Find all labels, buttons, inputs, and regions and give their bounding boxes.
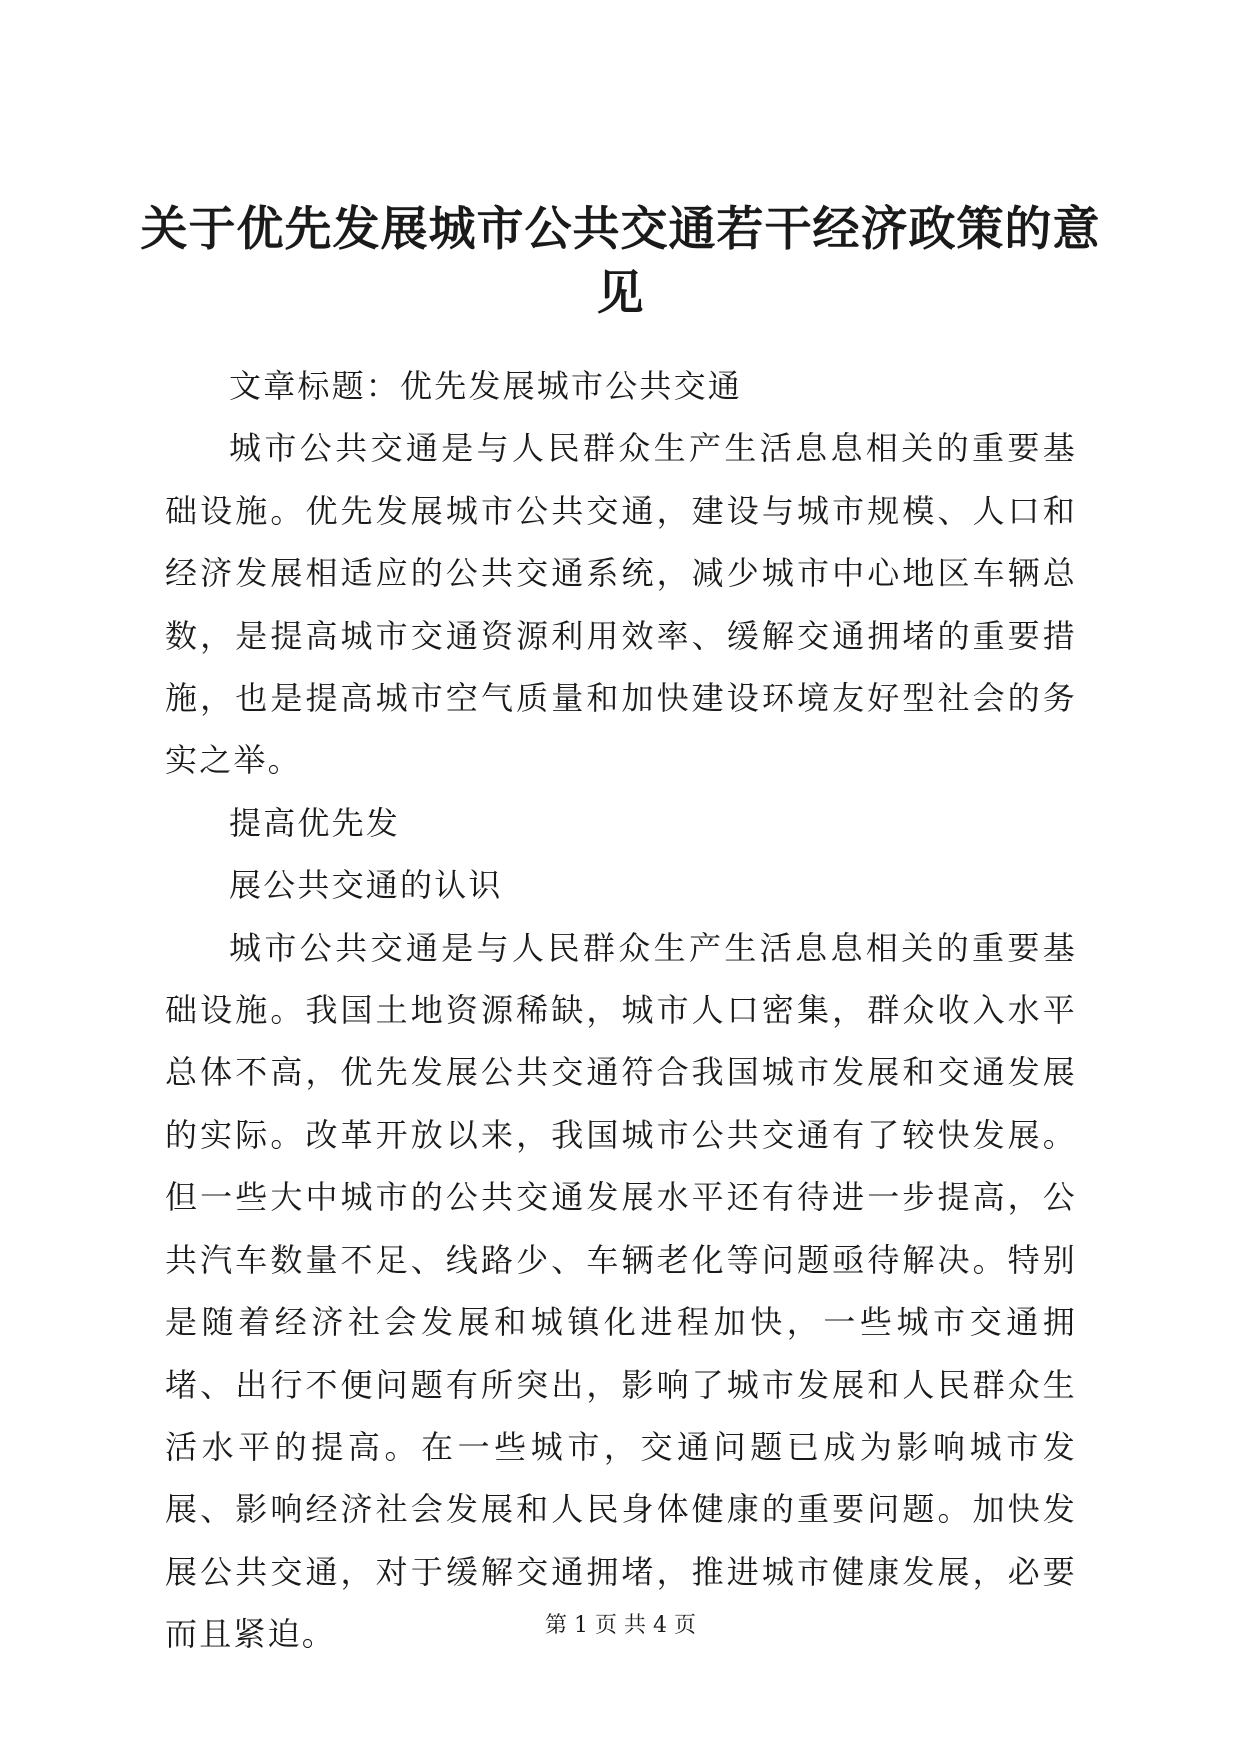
section-heading-line: 展公共交通的认识 (229, 866, 503, 905)
section-heading-line: 提高优先发 (229, 803, 401, 842)
body-paragraph: 城市公共交通是与人民群众生产生活息息相关的重要基础设施。优先发展城市公共交通，建设与城市规模、人口和经济发展相适应的公共交通系统，减少城市中心地区车辆总数，是提高城市交通资源利用效率、缓解交通拥堵的重要措施，也是提高城市空气质量和加快建设环境友好型社会的务实之举。 (165, 429, 1077, 780)
body-paragraph: 城市公共交通是与人民群众生产生活息息相关的重要基础设施。我国土地资源稀缺，城市人口密集，群众收入水平总体不高，优先发展公共交通符合我国城市发展和交通发展的实际。改革开放以来，我国城市公共交通有了较快发展。但一些大中城市的公共交通发展水平还有待进一步提高，公共汽车数量不足、线路少、车辆老化等问题亟待解决。特别是随着经济社会发展和城镇化进程加快，一些城市交通拥堵、出行不便问题有所突出，影响了城市发展和人民群众生活水平的提高。在一些城市，交通问题已成为影响城市发展、影响经济社会发展和人民身体健康的重要问题。加快发展公共交通，对于缓解交通拥堵，推进城市健康发展，必要而且紧迫。 (165, 928, 1077, 1654)
document-body (165, 355, 1077, 1666)
document-title: 关于优先发展城市公共交通若干经济政策的意见 (140, 202, 1101, 321)
subtitle-paragraph: 文章标题：优先发展城市公共交通 (229, 367, 743, 405)
page-number-footer: 第 1 页 共 4 页 (545, 1613, 696, 1638)
